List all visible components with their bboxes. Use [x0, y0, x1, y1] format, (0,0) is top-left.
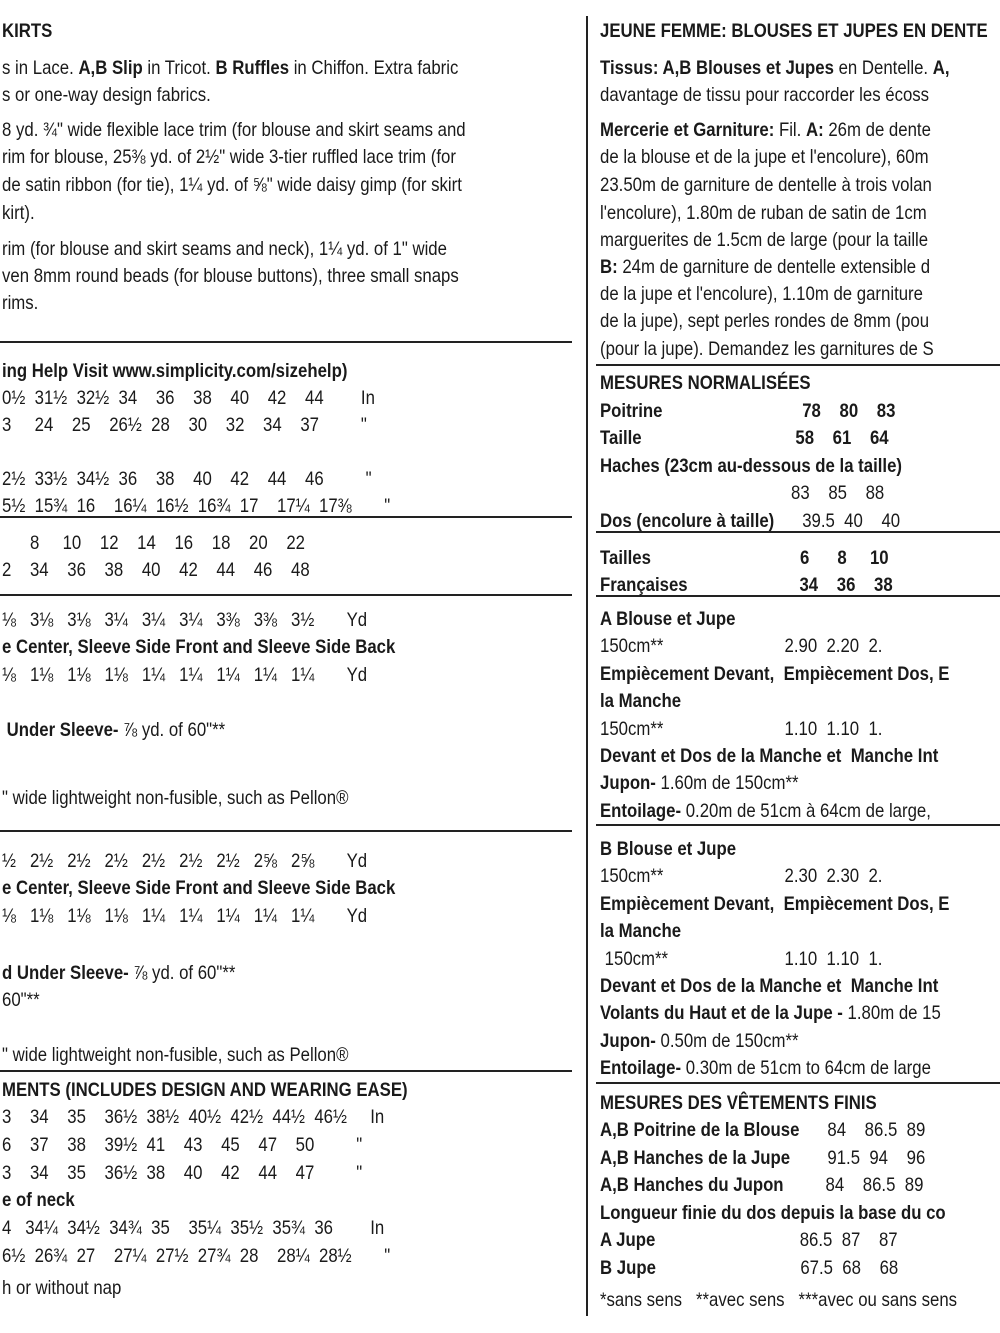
left-column-line — [2, 358, 347, 385]
text-run: rim (for blouse and skirt seams and neck), 1¼ yd. of 1" wide — [2, 238, 447, 260]
right-column-line — [600, 1000, 941, 1027]
left-column-line — [2, 200, 35, 227]
right-column-line — [600, 144, 929, 171]
text-run: A,B Slip — [78, 57, 143, 79]
right-column-line — [600, 336, 934, 363]
left-column-line — [2, 1104, 384, 1131]
left-column-line — [2, 530, 305, 557]
left-column-line — [2, 412, 367, 439]
column-divider — [586, 16, 588, 1316]
text-run: Tissus: — [600, 57, 663, 79]
text-run: rim for blouse, 25⅜ yd. of 2½" wide 3-tier ruffled lace trim (for — [2, 146, 456, 168]
left-column-line — [2, 1187, 75, 1214]
text-run: B Jupe — [600, 1257, 656, 1279]
text-run: en Dentelle. — [833, 57, 933, 79]
text-run: de satin ribbon (for tie), 1¼ yd. of ⅝" wide daisy gimp (for skirt — [2, 174, 462, 196]
right-column-line — [600, 370, 811, 397]
left-column-line — [2, 263, 459, 290]
text-run: Taille 58 61 64 — [600, 427, 889, 449]
text-run: 86.5 87 87 — [655, 1229, 898, 1251]
text-run: davantage de tissu pour raccorder les écoss — [600, 84, 930, 106]
left-column-line — [2, 82, 211, 109]
text-run: KIRTS — [2, 20, 53, 42]
text-run: 4 34¼ 34½ 34¾ 35 35¼ 35½ 35¾ 36 In — [2, 1217, 385, 1239]
text-run: l'encolure), 1.80m de ruban de satin de 1cm — [600, 202, 927, 224]
text-run: 6½ 26¾ 27 27¼ 27½ 27¾ 28 28¼ 28½ " — [2, 1245, 391, 1267]
text-run: Jupon- — [600, 1030, 656, 1052]
right-column-line — [600, 1090, 877, 1117]
right-column-line — [600, 891, 949, 918]
text-run: (pour la jupe). Demandez les garnitures de S — [600, 338, 934, 360]
left-column-line — [2, 607, 367, 634]
left-column-line — [2, 1275, 121, 1302]
text-run: Devant et Dos de la Manche et Manche Int — [600, 745, 939, 767]
right-column-line — [600, 1172, 923, 1199]
text-run: 5½ 15¾ 16 16¼ 16½ 16¾ 17 17¼ 17⅜ " — [2, 495, 391, 517]
right-column-line — [600, 172, 932, 199]
left-column-line — [2, 875, 395, 902]
right-column-line — [600, 1145, 925, 1172]
section-rule — [0, 1070, 572, 1072]
left-column-line — [2, 848, 367, 875]
right-column-line — [600, 1028, 799, 1055]
text-run: A, — [932, 57, 950, 79]
right-column-line — [600, 308, 929, 335]
section-rule — [596, 1082, 1000, 1084]
right-column-line — [600, 254, 930, 281]
text-run: 0.30m de 51cm to 64cm de large — [681, 1057, 931, 1079]
text-run: Empiècement Devant, Empiècement Dos, E — [600, 663, 950, 685]
right-column-line — [600, 55, 950, 82]
text-run: MENTS (INCLUDES DESIGN AND WEARING EASE) — [2, 1079, 408, 1101]
text-run: " wide lightweight non-fusible, such as Pellon® — [2, 787, 349, 809]
section-rule — [596, 595, 1000, 597]
text-run: Poitrine 78 80 83 — [600, 400, 896, 422]
right-column-line — [600, 82, 929, 109]
right-column-line — [600, 281, 923, 308]
text-run: s in Lace. — [2, 57, 79, 79]
left-column-line — [2, 903, 367, 930]
text-run: 0½ 31½ 32½ 34 36 38 40 42 44 In — [2, 387, 375, 409]
text-run: ing Help Visit www.simplicity.com/sizehelp) — [2, 360, 348, 382]
text-run: 1.80m de 15 — [842, 1002, 941, 1024]
text-run: in Tricot. — [142, 57, 216, 79]
right-column-line — [600, 743, 938, 770]
text-run: ⅞ yd. of 60"** — [128, 962, 236, 984]
text-run: 0.50m de 150cm** — [655, 1030, 799, 1052]
text-run: Volants du Haut et de la Jupe - — [600, 1002, 843, 1024]
french-instructions-column — [596, 0, 1000, 1333]
text-run: Françaises 34 36 38 — [600, 574, 893, 596]
text-run: 1.60m de 150cm** — [655, 772, 799, 794]
text-run: *sans sens **avec sens ***avec ou sans sens — [600, 1289, 958, 1311]
text-run: A Blouse et Jupe — [600, 608, 736, 630]
text-run: kirt). — [2, 202, 35, 224]
right-column-line — [600, 863, 882, 890]
left-column-line — [2, 385, 375, 412]
text-run: 3 24 25 26½ 28 30 32 34 37 " — [2, 414, 367, 436]
right-column-line — [600, 1227, 898, 1254]
left-column-line — [2, 172, 462, 199]
right-column-line — [600, 227, 928, 254]
left-column-line — [2, 634, 395, 661]
text-run: 39.5 40 40 — [774, 510, 901, 532]
text-run: e Center, Sleeve Side Front and Sleeve Side Back — [2, 877, 396, 899]
right-column-line — [600, 545, 889, 572]
text-run: ven 8mm round beads (for blouse buttons), three small snaps — [2, 265, 459, 287]
left-column-line — [2, 662, 367, 689]
text-run: Longueur finie du dos depuis la base du co — [600, 1202, 946, 1224]
text-run: e of neck — [2, 1189, 75, 1211]
right-column-line — [600, 1287, 957, 1314]
section-rule — [596, 364, 1000, 366]
text-run: 150cm** 2.90 2.20 2. — [600, 635, 883, 657]
right-column-line — [600, 1055, 931, 1082]
text-run: JEUNE FEMME: BLOUSES ET JUPES EN DENTE — [600, 20, 988, 42]
left-column-line — [2, 1077, 408, 1104]
right-column-line — [600, 1117, 925, 1144]
text-run: h or without nap — [2, 1277, 122, 1299]
section-rule — [0, 594, 572, 596]
text-run: Jupon- — [600, 772, 656, 794]
left-column-line — [2, 960, 235, 987]
left-column-line — [2, 236, 447, 263]
text-run: A,B Hanches de la Jupe — [600, 1147, 791, 1169]
left-column-line — [2, 1042, 348, 1069]
left-column-line — [2, 785, 348, 812]
text-run: la Manche — [600, 690, 682, 712]
text-run: Fil. — [778, 119, 806, 141]
right-column-line — [600, 661, 949, 688]
text-run: 3 34 35 36½ 38½ 40½ 42½ 44½ 46½ In — [2, 1106, 385, 1128]
text-run: Under Sleeve- — [2, 719, 119, 741]
text-run: 91.5 94 96 — [790, 1147, 926, 1169]
section-rule — [596, 824, 1000, 826]
left-column-line — [2, 1160, 362, 1187]
section-rule — [0, 516, 572, 518]
right-column-line — [600, 18, 988, 45]
text-run: 60"** — [2, 989, 40, 1011]
left-column-line — [2, 1215, 384, 1242]
text-run: de la jupe et l'encolure), 1.10m de garniture — [600, 283, 923, 305]
text-run: ⅛ 1⅛ 1⅛ 1⅛ 1¼ 1¼ 1¼ 1¼ 1¼ Yd — [2, 905, 368, 927]
text-run: B: — [600, 256, 623, 278]
right-column-line — [600, 606, 735, 633]
text-run: Entoilage- — [600, 800, 682, 822]
right-column-line — [600, 1200, 946, 1227]
text-run: A: — [805, 119, 829, 141]
right-column-line — [600, 1255, 898, 1282]
text-run: 67.5 68 68 — [655, 1257, 899, 1279]
right-column-line — [600, 633, 882, 660]
right-column-line — [600, 425, 889, 452]
text-run: de la jupe), sept perles rondes de 8mm (pou — [600, 310, 930, 332]
text-run: 84 86.5 89 — [783, 1174, 924, 1196]
left-column-line — [2, 290, 38, 317]
left-column-line — [2, 987, 40, 1014]
left-column-line — [2, 717, 225, 744]
left-column-line — [2, 18, 52, 45]
text-run: 6 37 38 39½ 41 43 45 47 50 " — [2, 1134, 363, 1156]
text-run: 0.20m de 51cm à 64cm de large, — [681, 800, 931, 822]
text-run: d Under Sleeve- — [2, 962, 129, 984]
text-run: 83 85 88 — [600, 482, 885, 504]
text-run: Entoilage- — [600, 1057, 682, 1079]
text-run: ⅛ 3⅛ 3⅛ 3¼ 3¼ 3¼ 3⅜ 3⅜ 3½ Yd — [2, 609, 368, 631]
text-run: 8 10 12 14 16 18 20 22 — [2, 532, 305, 554]
text-run: 24m de garniture de dentelle extensible d — [622, 256, 931, 278]
text-run: s or one-way design fabrics. — [2, 84, 211, 106]
text-run: ⅛ 1⅛ 1⅛ 1⅛ 1¼ 1¼ 1¼ 1¼ 1¼ Yd — [2, 664, 368, 686]
text-run: de la blouse et de la jupe et l'encolure), 60m — [600, 146, 929, 168]
text-run: A Jupe — [600, 1229, 656, 1251]
section-rule — [0, 830, 572, 832]
text-run: 3 34 35 36½ 38 40 42 44 47 " — [2, 1162, 363, 1184]
text-run: MESURES NORMALISÉES — [600, 372, 811, 394]
text-run: 8 yd. ¾" wide flexible lace trim (for blouse and skirt seams and — [2, 119, 466, 141]
left-column-line — [2, 144, 456, 171]
left-column-line — [2, 1132, 362, 1159]
left-column-line — [2, 466, 372, 493]
right-column-line — [600, 946, 882, 973]
left-column-line — [2, 1243, 390, 1270]
text-run: 23.50m de garniture de dentelle à trois volan — [600, 174, 932, 196]
right-column-line — [600, 973, 938, 1000]
text-run: marguerites de 1.5cm de large (pour la taille — [600, 229, 929, 251]
left-column-line — [2, 117, 466, 144]
right-column-line — [600, 716, 882, 743]
text-run: Haches (23cm au-dessous de la taille) — [600, 455, 902, 477]
right-column-line — [600, 836, 736, 863]
text-run: B Ruffles — [215, 57, 290, 79]
section-rule — [596, 531, 1000, 533]
text-run: Tailles 6 8 10 — [600, 547, 889, 569]
text-run: Mercerie et Garniture: — [600, 119, 779, 141]
right-column-line — [600, 398, 895, 425]
text-run: 150cm** 2.30 2.30 2. — [600, 865, 883, 887]
right-column-line — [600, 480, 884, 507]
text-run: ½ 2½ 2½ 2½ 2½ 2½ 2½ 2⅝ 2⅝ Yd — [2, 850, 368, 872]
text-run: in Chiffon. Extra fabric — [289, 57, 459, 79]
text-run: rims. — [2, 292, 39, 314]
text-run: Dos (encolure à taille) — [600, 510, 775, 532]
right-column-line — [600, 688, 681, 715]
right-column-line — [600, 918, 681, 945]
text-run: 84 86.5 89 — [799, 1119, 926, 1141]
text-run: 2 34 36 38 40 42 44 46 48 — [2, 559, 310, 581]
left-column-line — [2, 557, 310, 584]
right-column-line — [600, 453, 902, 480]
text-run: 2½ 33½ 34½ 36 38 40 42 44 46 " — [2, 468, 372, 490]
text-run: 150cm** 1.10 1.10 1. — [600, 948, 883, 970]
text-run: e Center, Sleeve Side Front and Sleeve Side Back — [2, 636, 396, 658]
right-column-line — [600, 798, 931, 825]
left-column-line — [2, 55, 458, 82]
text-run: 26m de dente — [828, 119, 931, 141]
right-column-line — [600, 770, 799, 797]
text-run: 150cm** 1.10 1.10 1. — [600, 718, 883, 740]
right-column-line — [600, 200, 927, 227]
text-run: A,B Poitrine de la Blouse — [600, 1119, 800, 1141]
text-run: la Manche — [600, 920, 682, 942]
text-run: MESURES DES VÊTEMENTS FINIS — [600, 1092, 877, 1114]
text-run: Empiècement Devant, Empiècement Dos, E — [600, 893, 950, 915]
section-rule — [0, 341, 572, 343]
text-run: B Blouse et Jupe — [600, 838, 737, 860]
text-run: ⅞ yd. of 60"** — [118, 719, 226, 741]
text-run: " wide lightweight non-fusible, such as Pellon® — [2, 1044, 349, 1066]
text-run: A,B Hanches du Jupon — [600, 1174, 784, 1196]
text-run: Devant et Dos de la Manche et Manche Int — [600, 975, 939, 997]
right-column-line — [600, 117, 931, 144]
text-run: A,B Blouses et Jupes — [662, 57, 834, 79]
